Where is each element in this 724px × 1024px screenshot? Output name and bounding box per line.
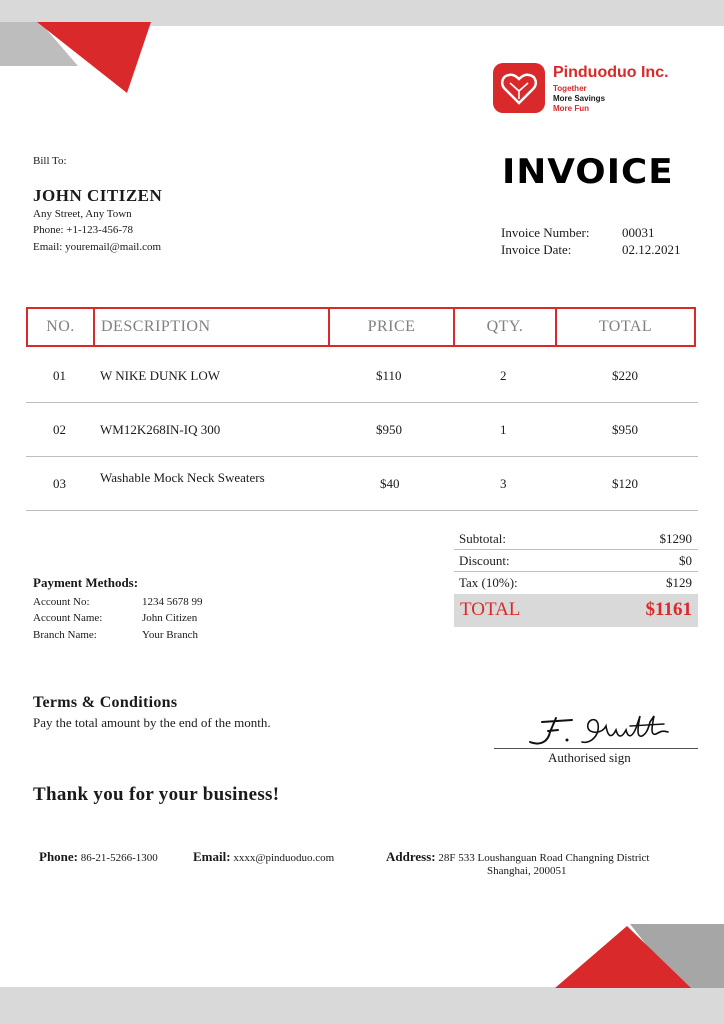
footer-phone-label: Phone: xyxy=(39,849,78,864)
bill-to-label: Bill To: xyxy=(33,155,67,167)
footer-address-line1: 28F 533 Loushanguan Road Changning District xyxy=(438,852,650,864)
grand-total-box xyxy=(454,594,698,627)
row-price: $950 xyxy=(376,422,402,437)
discount-line xyxy=(454,550,698,572)
row-qty: 2 xyxy=(500,368,507,383)
row-price: $40 xyxy=(380,476,400,491)
payment-methods-title: Payment Methods: xyxy=(33,575,139,590)
footer-email-label: Email: xyxy=(193,849,231,864)
heart-logo-icon xyxy=(493,63,545,113)
client-address: Any Street, Any Town xyxy=(33,208,132,220)
row-description: Washable Mock Neck Sweaters xyxy=(100,470,265,485)
footer-address-label: Address: xyxy=(386,849,436,864)
account-name: John Citizen xyxy=(142,612,198,624)
col-description: DESCRIPTION xyxy=(95,309,330,345)
row-total: $220 xyxy=(612,368,638,383)
company-name: Pinduoduo Inc. xyxy=(553,64,669,81)
company-tagline-2: More Savings xyxy=(553,94,606,103)
terms-text: Pay the total amount by the end of the month. xyxy=(33,715,271,730)
row-qty: 3 xyxy=(500,476,507,491)
row-no: 02 xyxy=(53,422,66,437)
branch-name-label: Branch Name: xyxy=(33,629,97,641)
grand-total-value: $1161 xyxy=(645,599,692,620)
row-no: 03 xyxy=(53,476,66,491)
invoice-number: 00031 xyxy=(622,225,655,240)
subtotal-value: $1290 xyxy=(659,531,692,546)
table-row xyxy=(26,349,698,403)
col-no: NO. xyxy=(28,309,95,345)
row-no: 01 xyxy=(53,368,66,383)
tax-value: $129 xyxy=(666,575,692,590)
row-description: W NIKE DUNK LOW xyxy=(100,368,220,383)
signature-line xyxy=(494,748,698,749)
subtotal-line xyxy=(454,528,698,550)
footer-phone-value: 86-21-5266-1300 xyxy=(80,852,158,864)
invoice-title: INVOICE xyxy=(502,152,674,192)
grand-total-label: TOTAL xyxy=(460,599,521,620)
company-tagline-1: Together xyxy=(553,84,587,93)
col-qty: QTY. xyxy=(455,309,557,345)
client-name: JOHN CITIZEN xyxy=(33,186,163,205)
invoice-date-label: Invoice Date: xyxy=(501,242,572,257)
branch-name: Your Branch xyxy=(142,629,199,641)
bottom-right-decoration xyxy=(555,924,724,988)
top-left-decoration xyxy=(0,0,160,100)
table-row xyxy=(26,403,698,457)
company-tagline-3: More Fun xyxy=(553,104,589,113)
col-total: TOTAL xyxy=(598,318,653,335)
items-table-header xyxy=(26,307,696,347)
invoice-date: 02.12.2021 xyxy=(622,242,681,257)
row-total: $950 xyxy=(612,422,638,437)
account-name-label: Account Name: xyxy=(33,612,103,624)
footer-address xyxy=(386,849,649,865)
table-row xyxy=(26,457,698,511)
row-description: WM12K268IN-IQ 300 xyxy=(100,422,221,437)
company-logo xyxy=(493,63,545,113)
terms-title: Terms & Conditions xyxy=(33,694,178,711)
client-phone: Phone: +1-123-456-78 xyxy=(33,224,133,236)
bottom-gray-band xyxy=(0,987,724,1024)
signature xyxy=(520,712,680,748)
thank-you-message: Thank you for your business! xyxy=(33,784,280,805)
row-total: $120 xyxy=(612,476,638,491)
client-email: Email: youremail@mail.com xyxy=(33,241,162,253)
tax-label: Tax (10%): xyxy=(459,575,518,590)
tax-line xyxy=(454,572,698,593)
discount-label: Discount: xyxy=(459,553,510,568)
discount-value: $0 xyxy=(679,553,692,568)
footer-phone xyxy=(39,849,158,865)
row-qty: 1 xyxy=(500,422,507,437)
footer-email xyxy=(193,849,334,865)
col-price: PRICE xyxy=(330,309,455,345)
signature-label: Authorised sign xyxy=(548,750,631,765)
footer-email-value: xxxx@pinduoduo.com xyxy=(233,852,335,864)
invoice-number-label: Invoice Number: xyxy=(501,225,590,240)
subtotal-label: Subtotal: xyxy=(459,531,506,546)
account-no: 1234 5678 99 xyxy=(142,596,203,608)
row-price: $110 xyxy=(376,368,402,383)
footer-address-line2: Shanghai, 200051 xyxy=(487,865,567,877)
account-no-label: Account No: xyxy=(33,596,90,608)
